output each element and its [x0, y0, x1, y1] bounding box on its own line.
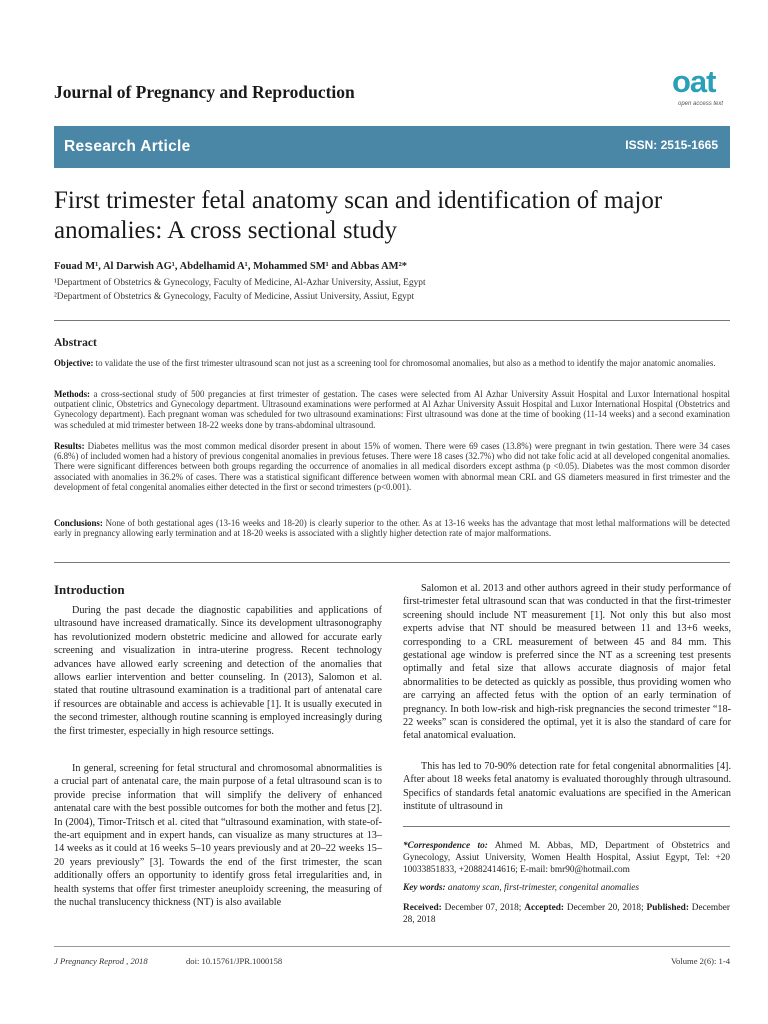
results-text: Diabetes mellitus was the most common medical disorder present in about 15% of women. There were 69 cases (13.8%) were pregnant in twin gestation. There were 34 cases (6.8%) of included women had a history of previous congenital anomalies in previous fetuses. There were 18 cases (32.7%) who did not take folic acid at all developed congenital anomalies. There were significant differences between both groups regarding the occurrence of anomalies in all medical disorders except asthma (p <0.05). Diabetes was the most common disorder associated with anomalies in 36.2% of cases. There was a statistical significant difference between women with abnormal mean CRL and GS diameters measured in first trimester and the development of fetal congenital anomalies either detected in the first or second trimesters (p<0.001).: [54, 441, 730, 492]
article-title: First trimester fetal anatomy scan and identification of major anomalies: A cross sectional study: [54, 187, 663, 244]
issn-label: ISSN: 2515-1665: [625, 138, 718, 152]
article-type-banner: [54, 126, 730, 168]
abstract-heading: Abstract: [54, 337, 97, 349]
received-date: December 07, 2018;: [441, 903, 525, 913]
conclusions-label: Conclusions:: [54, 518, 103, 528]
abstract-conclusions: [54, 518, 730, 538]
author-list: Fouad M¹, Al Darwish AG¹, Abdelhamid A¹, Mohammed SM¹ and Abbas AM²*: [54, 261, 407, 272]
published-date: December 28, 2018: [403, 903, 730, 925]
abstract-objective: [54, 358, 730, 368]
intro-paragraph-1: During the past decade the diagnostic capabilities and applications of ultrasound have increased dramatically. Since its development ultrasonography has revolutionized modern obstetric medicine and allowed for accurate early screening and visualization in intra-uterine progress. Recent technology advances have allowed early screening and detection of the anomalies that allows earlier intervention and better counseling. In (2013), Salomon et al. stated that routine ultrasound examination is a traditional part of antenatal care if resources are obtainable and access is achievable [1]. It is usually executed in the second trimester, although routine scanning is employed increasingly during the first trimester, especially in high resource settings.: [54, 605, 382, 737]
methods-label: Methods:: [54, 389, 90, 399]
correspondence-text: Ahmed M. Abbas, MD, Department of Obstetrics and Gynecology, Assiut University, Women Health Hospital, Assiut Egypt, Tel: +20 10033851833, +20882414616; E-mail: bmr90@hotmail.com: [403, 841, 730, 875]
intro-paragraph-4: This has led to 70-90% detection rate for fetal congenital abnormalities [4]. After about 18 weeks fetal anatomy is evaluated thoroughly through ultrasound. Specifics of standards fetal anatomic evaluations are specified in the American institute of ultrasound in: [403, 761, 731, 813]
keywords: [403, 882, 730, 894]
footer-volume: Volume 2(6): 1-4: [670, 956, 730, 966]
divider: [54, 562, 730, 563]
results-label: Results:: [54, 441, 85, 451]
accepted-label: Accepted:: [524, 903, 565, 913]
correspondence-label: *Correspondence to:: [403, 841, 488, 851]
affiliation-1: ¹Department of Obstetrics & Gynecology, Faculty of Medicine, Al-Azhar University, Assiut, Egypt: [54, 278, 426, 288]
keywords-text: anatomy scan, first-trimester, congenital anomalies: [445, 883, 640, 893]
methods-text: a cross-sectional study of 500 pregancies at first trimester of gestation. The cases were selected from Al Azhar University Assuit Hospital and Luxor International hospital outpatient clinic, Obstetrics and Gynecology department. Ultrasound examinations were performed at Al Azhar University Assuit Hospital and Luxor International Hospital (Obstetrics and Gynecology department). Each pregnant woman was scheduled for two ultrasound examinations: First ultrasound was done at the time of booking (11-14 weeks) and a second examination was scheduled at mid trimester between 18-22 weeks done by trans-abdominal ultrasound.: [54, 389, 730, 430]
introduction-heading: Introduction: [54, 582, 125, 597]
abstract-methods: [54, 389, 730, 430]
divider: [54, 320, 730, 321]
objective-text: to validate the use of the first trimester ultrasound scan not just as a screening tool for chromosomal anomalies, but also as a method to identify the major anatomic anomalies.: [93, 358, 716, 368]
publication-dates: [403, 902, 730, 926]
affiliation-2: ²Department of Obstetrics & Gynecology, Faculty of Medicine, Assiut University, Assiut, Egypt: [54, 292, 415, 302]
footer-divider: [54, 946, 730, 947]
intro-paragraph-3: Salomon et al. 2013 and other authors agreed in their study performance of first-trimester fetal ultrasound scan that was conducted in that the first-trimester screening should include NT measurement [1]. Not only this but also most experts advise that NT should be measured between 11 and 13+6 weeks, corresponding to a CRL measurement of between 45 and 84 mm. This gestational age window is preferred since the NT as a screening test presents optimally and fetal size that allows accurate diagnosis of major fetal abnormalities to be detected as quickly as possible, thus providing women who are carrying an affected fetus with the option of an early termination of pregnancy. In both low-risk and high-risk pregnancies the second trimester “18- 22 weeks” scan is considered the optimal, yet it is also the standard of care for fetal anatomical evaluation.: [403, 583, 731, 742]
footer-citation: J Pregnancy Reprod , 2018: [54, 956, 148, 966]
divider: [403, 826, 730, 827]
logo-tagline: open access text: [678, 101, 724, 107]
article-type-label: Research Article: [64, 138, 191, 155]
oat-logo: [668, 64, 734, 110]
accepted-date: December 20, 2018;: [564, 903, 647, 913]
objective-label: Objective:: [54, 358, 94, 368]
footer-doi: doi: 10.15761/JPR.1000158: [186, 956, 283, 966]
logo-wordmark: oat: [672, 64, 716, 99]
correspondence-note: [403, 840, 730, 876]
keywords-label: Key words:: [403, 883, 446, 893]
conclusions-text: None of both gestational ages (13-16 weeks and 18-20) is clearly superior to the other. As at 13-16 weeks has the advantage that most lethal malformations will be detected early in pregnancy allowing early termination and at 18-20 weeks is associated with a slightly higher detection rate of major malformations.: [54, 518, 730, 539]
abstract-results: [54, 441, 730, 492]
published-label: Published:: [646, 903, 689, 913]
received-label: Received:: [403, 903, 442, 913]
intro-paragraph-2: In general, screening for fetal structural and chromosomal abnormalities is a crucial part of antenatal care, the main purpose of a fetal ultrasound scan is to provide precise information that will simplify the delivery of enhanced antenatal care with the best possible outcomes for both the mother and fetus [2]. In (2004), Timor-Tritsch et al. cited that “ultrasound examination, with state-of-the-art equipment and in expert hands, can visualize as many structures at 13–14 weeks as it could at 16 weeks 5–10 years previously and at 20–22 weeks 15–20 years previously” [3]. Towards the end of the first trimester, the scan additionally offers an opportunity to identify gross fetal irregularities and, in health systems that offer first trimester aneuploidy screening, the measuring of the nuchal translucency thickness (NT) is also available: [54, 763, 382, 909]
journal-name: Journal of Pregnancy and Reproduction: [54, 82, 355, 102]
